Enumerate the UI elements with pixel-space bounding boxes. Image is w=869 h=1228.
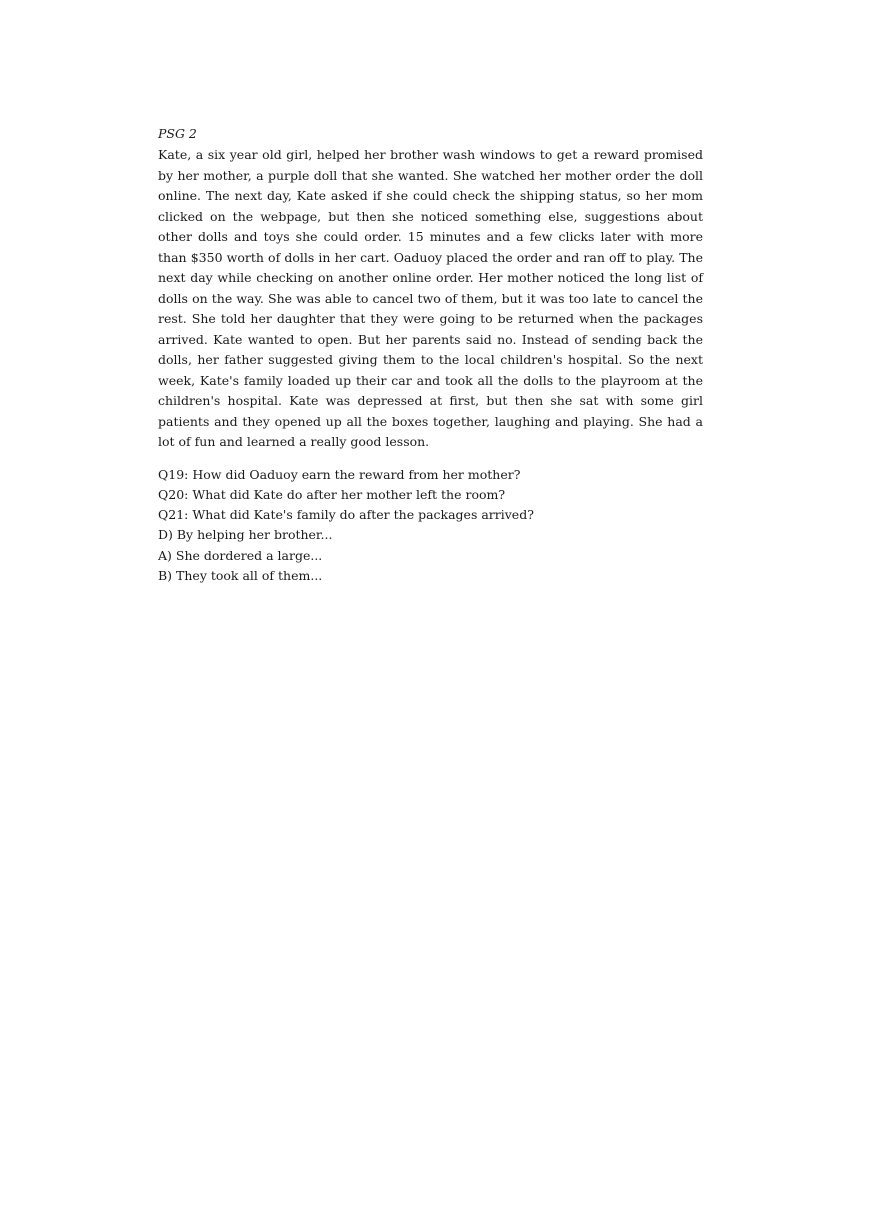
- questions-and-answers: [158, 465, 703, 587]
- question-text: How did Oaduoy earn the reward from her mother?: [192, 466, 521, 482]
- question-text: What did Kate's family do after the packages arrived?: [192, 507, 534, 523]
- question-number: Q21:: [158, 507, 189, 523]
- answer-line: B) They took all of them...: [158, 567, 323, 583]
- question-line: [158, 505, 703, 525]
- question-line: [158, 465, 703, 485]
- answer-line: A) She dordered a large...: [158, 547, 323, 563]
- question-number: Q20:: [158, 486, 189, 502]
- document-content: [158, 125, 703, 586]
- question-text: What did Kate do after her mother left the room?: [192, 486, 506, 502]
- question-number: Q19:: [158, 466, 189, 482]
- section-label: PSG 2: [158, 126, 197, 141]
- question-line: [158, 485, 703, 505]
- passage-text: Kate, a six year old girl, helped her brother wash windows to get a reward promised by her mother, a purple doll that she wanted. She watched her mother order the doll online. The next day, Kate asked if she could check the shipping status, so her mom clicked on the webpage, but then she noticed something else, suggestions about other dolls and toys she could order. 15 minutes and a few clicks later with more than $350 worth of dolls in her cart. Oaduoy placed the order and ran off to play. The next day while checking on another online order. Her mother noticed the long list of dolls on the way. She was able to cancel two of them, but it was too late to cancel the rest. She told her daughter that they were going to be returned when the packages arrived. Kate wanted to open. But her parents said no. Instead of sending back the dolls, her father suggested giving them to the local children's hospital. So the next week, Kate's family loaded up their car and took all the dolls to the playroom at the children's hospital. Kate was depressed at first, but then she sat with some girl patients and they opened up all the boxes together, laughing and playing. She had a lot of fun and learned a really good lesson.: [158, 147, 703, 449]
- answer-line: D) By helping her brother...: [158, 527, 333, 543]
